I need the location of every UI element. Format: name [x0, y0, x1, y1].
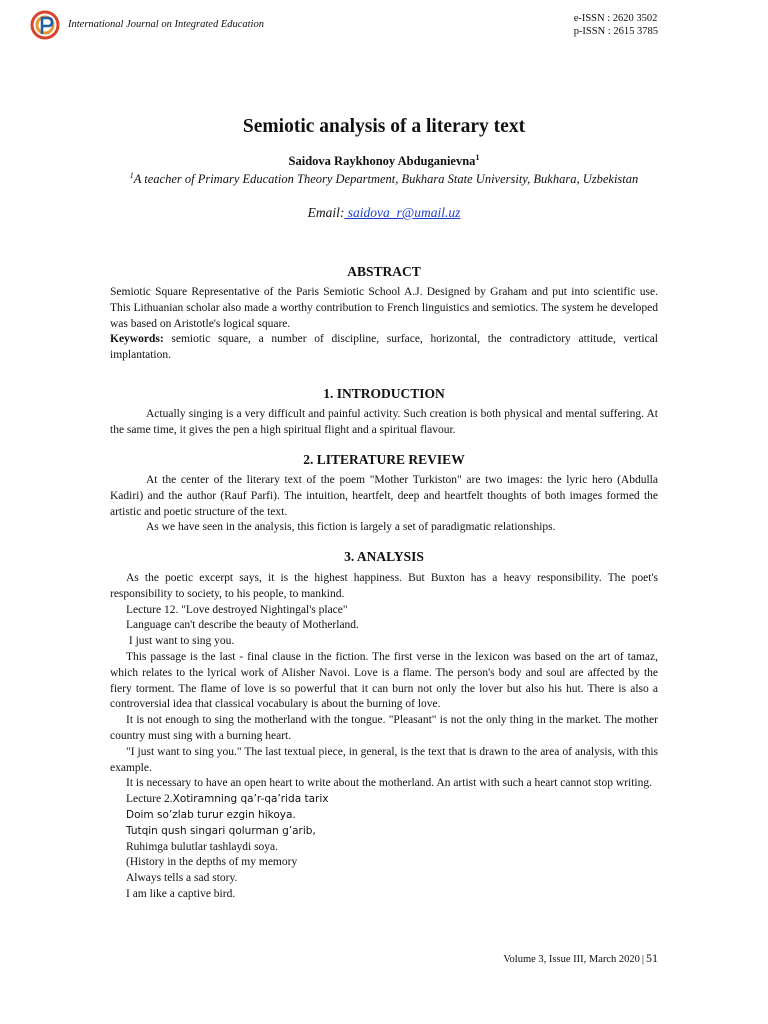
analysis-heading: 3. ANALYSIS — [344, 549, 424, 564]
email-label: Email: — [307, 205, 345, 220]
literature-review-heading: 2. LITERATURE REVIEW — [303, 452, 465, 467]
journal-name: International Journal on Integrated Education — [68, 19, 264, 30]
page-footer — [503, 951, 658, 966]
abstract-text: Semiotic Square Representative of the Paris Semiotic School A.J. Designed by Graham and put into scientific use. This Lithuanian scholar also made a worthy contribution to French linguistics and semiotics. The system he developed was based on Aristotle's logical square. — [110, 286, 658, 330]
analysis-section — [110, 571, 658, 903]
lecture-line: Lecture 2.Xotiramning qa’r-qa’rida tarix — [126, 793, 329, 806]
verse-line: (History in the depths of my memory — [126, 856, 298, 869]
verse-line: Tutqin qush singari qolurman g’arib, — [126, 824, 316, 837]
email-link[interactable]: saidova_r@umail.uz — [344, 205, 461, 220]
verse-line: Ruhimga bulutlar tashlaydi soya. — [126, 840, 279, 853]
paper-title: Semiotic analysis of a literary text — [242, 116, 526, 137]
verse-line: I am like a captive bird. — [126, 887, 236, 900]
verse-line: Language can't describe the beauty of Motherland. — [126, 619, 359, 632]
lecture-line: Lecture 12. "Love destroyed Nightingal's place" — [126, 603, 348, 616]
literature-review-section — [110, 473, 658, 536]
abstract-section — [110, 285, 658, 364]
page-header — [30, 10, 660, 44]
verse-line: I just want to sing you. — [126, 635, 235, 648]
author-email — [0, 205, 768, 221]
page-number: 51 — [646, 951, 658, 965]
literature-review-paragraph-1: At the center of the literary text of the poem "Mother Turkiston" are two images: the lyric hero (Abdulla Kadiri) and the author (Rauf Parfi). The intuition, heartfelt, deep and heartfelt thoughts of both images formed the artistic and poetic structure of the text. — [110, 474, 658, 518]
pissn: p-ISSN : 2615 3785 — [573, 26, 658, 37]
keywords-label: Keywords: — [110, 333, 164, 346]
keywords-line: Keywords: semiotic square, a number of discipline, surface, horizontal, the contradictory attitude, vertical implantation. — [110, 333, 658, 362]
abstract-heading: ABSTRACT — [347, 264, 421, 279]
journal-logo-icon — [30, 10, 60, 40]
verse-line: Always tells a sad story. — [126, 872, 238, 885]
footer-separator: | — [641, 954, 644, 965]
introduction-heading: 1. INTRODUCTION — [323, 386, 445, 401]
literature-review-paragraph-2: As we have seen in the analysis, this fiction is largely a set of paradigmatic relationships. — [146, 521, 556, 534]
analysis-paragraph-4: "I just want to sing you." The last textual piece, in general, is the text that is drawn to the area of analysis, with this example. — [110, 745, 658, 774]
author-name: Saidova Raykhonoy Abduganievna$^1$ — [288, 153, 480, 169]
analysis-paragraph-1: As the poetic excerpt says, it is the highest happiness. But Buxton has a heavy responsibility. The poet's responsibility to society, to his people, to mankind. — [110, 572, 658, 600]
analysis-paragraph-3: It is not enough to sing the motherland with the tongue. "Pleasant" is not the only thing in the market. The mother country must sing with a burning heart. — [110, 714, 658, 742]
analysis-paragraph-2: This passage is the last - final clause in the fiction. The first verse in the lexicon was based on the art of tamaz, which relates to the lyrical work of Alisher Navoi. Love is a flame. The person's body and soul are affected by the fiery torment. The flame of love is so powerful that it can burn not only the lover but also his hut. There is also a controversial idea that classical vocabulary is about the burning of love. — [110, 650, 658, 711]
author-affiliation: $^1$A teacher of Primary Education Theory Department, Bukhara State University, Bukhara, Uzbekistan — [129, 171, 639, 187]
eissn: e-ISSN : 2620 3502 — [573, 13, 658, 24]
introduction-paragraph: Actually singing is a very difficult and painful activity. Such creation is both physical and mental suffering. At the same time, it gives the pen a high spiritual flight and a spiritual flavour. — [110, 408, 658, 436]
issn-block — [574, 12, 658, 38]
analysis-paragraph-5: It is necessary to have an open heart to write about the motherland. An artist with such a heart cannot stop writing. — [126, 777, 652, 790]
volume-info: Volume 3, Issue III, March 2020 — [503, 954, 640, 965]
introduction-section — [110, 407, 658, 439]
verse-line: Doim so’zlab turur ezgin hikoya. — [126, 808, 296, 821]
